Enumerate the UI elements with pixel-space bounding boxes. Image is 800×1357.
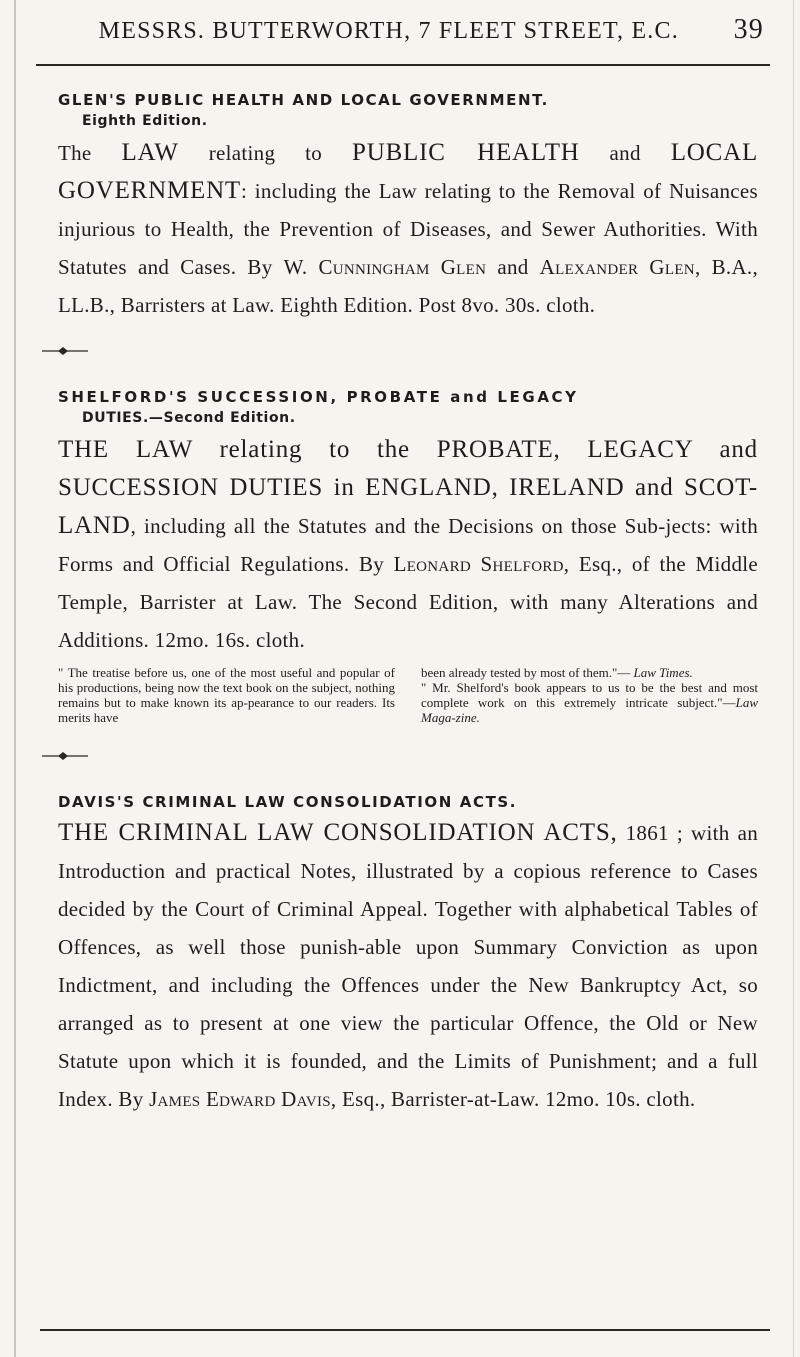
author-name: James Edward Davis <box>149 1087 331 1111</box>
footer-rule <box>40 1329 770 1331</box>
page-outer-edge <box>793 0 794 1357</box>
catalogue-entry-glen <box>58 90 758 324</box>
catalogue-content <box>58 84 758 1118</box>
entry-heading: GLEN'S PUBLIC HEALTH AND LOCAL GOVERNMENT. <box>58 91 549 109</box>
author-name: W. Cunningham Glen <box>283 255 487 279</box>
entry-description: The LAW relating to PUBLIC HEALTH and LOCAL GOVERNMENT: including the Law relating to the Removal of Nuisances injurious to Health, the Prevention of Diseases, and Sewer Authorities. With Statutes and Cases. By W. Cunningham Glen and Alexander Glen, B.A., LL.B., Barristers at Law. Eighth Edition. Post 8vo. 30s. cloth. <box>58 139 759 317</box>
entry-heading: SHELFORD'S SUCCESSION, PROBATE and LEGACY <box>58 388 579 406</box>
ornament-divider <box>40 340 90 362</box>
header-rule <box>36 64 770 66</box>
running-head-title: MESSRS. BUTTERWORTH, 7 FLEET STREET, E.C. <box>98 18 679 44</box>
entry-edition: Eighth Edition. <box>82 113 208 129</box>
ornament-divider <box>40 745 90 767</box>
entry-edition: DUTIES.—Second Edition. <box>82 410 296 426</box>
author-name: Leonard Shelford <box>393 552 564 576</box>
review-right: been already tested by most of them."— Law Times. " Mr. Shelford's book appears to us to be the best and most complete work on this extremely intricate subject."—Law Maga-zine. <box>421 665 758 725</box>
page-gutter-edge <box>14 0 16 1357</box>
review-left: " The treatise before us, one of the most useful and popular of his productions, being now the text book on the subject, nothing remains but to make known its ap-pearance to our readers. Its merits have <box>58 665 395 725</box>
author-name: Alexander Glen <box>539 255 695 279</box>
entry-description: THE LAW relating to the PROBATE, LEGACY and SUCCESSION DUTIES in ENGLAND, IRELAND and SCOT-LAND, including all the Statutes and the Decisions on those Sub-jects: with Forms and Official Regulations. By Leonard Shelford, Esq., of the Middle Temple, Barrister at Law. The Second Edition, with many Alterations and Additions. 12mo. 16s. cloth. <box>58 436 758 652</box>
running-head <box>44 14 764 54</box>
entry-description: THE CRIMINAL LAW CONSOLIDATION ACTS, 1861 ; with an Introduction and practical Notes, illustrated by a copious reference to Cases decided by the Court of Criminal Appeal. Together with alphabetical Tables of Offences, as well those punish-able upon Summary Conviction as upon Indictment, and including the Offences under the New Bankruptcy Act, so arranged as to present at one view the particular Offence, the Old or New Statute upon which it is founded, and the Limits of Punishment; and a full Index. By James Edward Davis, Esq., Barrister-at-Law. 12mo. 10s. cloth. <box>58 819 758 1111</box>
page-number: 39 <box>733 14 764 45</box>
entry-heading: DAVIS'S CRIMINAL LAW CONSOLIDATION ACTS. <box>58 793 518 811</box>
catalogue-entry-shelford <box>58 387 758 725</box>
press-reviews <box>58 665 758 725</box>
catalogue-entry-davis <box>58 792 758 1118</box>
